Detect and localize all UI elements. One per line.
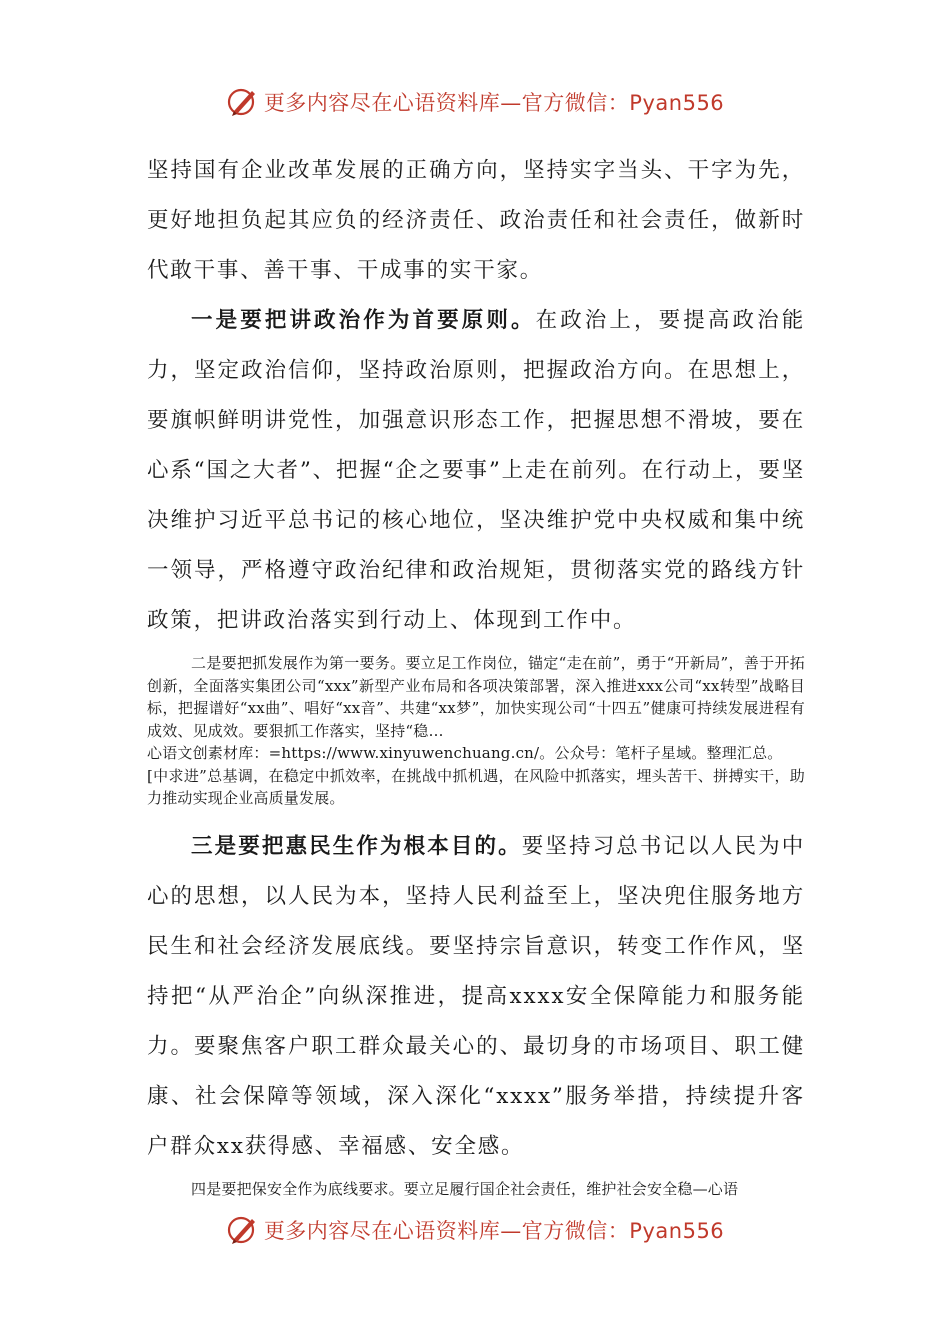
paragraph-livelihood-body: 要坚持习总书记以人民为中心的思想，以人民为本，坚持人民利益至上，坚决兜住服务地方民生和社会经济发展底线。要坚持宗旨意识，转变工作作风，坚持把“从严治企”向纵深推进，提高xxxx安全保障能力和服务能力。要聚焦客户职工群众最关心的、最切身的市场项目、职工健康、社会保障等领域，深入深化“xxxx”服务举措，持续提升客户群众xx获得感、幸福感、安全感。 [147, 833, 806, 1159]
pen-logo-icon [226, 85, 260, 119]
paragraph-politics-body: 在政治上，要提高政治能力，坚定政治信仰，坚持政治原则，把握政治方向。在思想上，要旗帜鲜明讲党性，加强意识形态工作，把握思想不滑坡，要在心系“国之大者”、把握“企之要事”上走在前列。在行动上，要坚决维护习近平总书记的核心地位，坚决维护党中央权威和集中统一领导，严格遵守政治纪律和政治规矩，贯彻落实党的路线方针政策，把讲政治落实到行动上、体现到工作中。 [147, 308, 805, 633]
paragraph-intro-block [147, 146, 805, 296]
paragraph-livelihood [147, 822, 805, 1172]
paragraph-development-block [147, 652, 805, 810]
paragraph-livelihood-block [147, 822, 805, 1172]
paragraph-safety-block [147, 1178, 805, 1201]
paragraph-politics-lead: 一是要把讲政治作为首要原则。 [191, 308, 536, 333]
paragraph-development-source: 心语文创素材库：=https://www.xinyuwenchuang.cn/。公众号：笔杆子星域。整理汇总。 [147, 744, 783, 762]
footer-watermark-banner [0, 1210, 950, 1250]
paragraph-livelihood-lead: 三是要把惠民生作为根本目的。 [191, 833, 522, 859]
footer-watermark-text: 更多内容尽在心语资料库—官方微信：Pyan556 [263, 1219, 725, 1243]
paragraph-development: 二是要把抓发展作为第一要务。要立足工作岗位，锚定“走在前”，勇于“开新局”，善于开拓创新，全面落实集团公司“xxx”新型产业布局和各项决策部署，深入推进xxx公司“xx转型”战略目标，把握谱好“xx曲”、唱好“xx音”、共建“xx梦”，加快实现公司“十四五”健康可持续发展进程有成效、见成效。要狠抓工作落实，坚持“稳… [147, 654, 805, 740]
paragraph-politics-block [147, 296, 805, 646]
header-watermark-banner [0, 82, 950, 122]
paragraph-development-tail: [中求进”总基调，在稳定中抓效率，在挑战中抓机遇，在风险中抓落实，埋头苦干、拼搏实干，助力推动实现企业高质量发展。 [147, 766, 805, 807]
header-watermark-text: 更多内容尽在心语资料库—官方微信：Pyan556 [263, 91, 725, 115]
paragraph-politics [147, 296, 805, 646]
document-body [147, 146, 805, 1200]
paragraph-intro: 坚持国有企业改革发展的正确方向，坚持实字当头、干字为先，更好地担负起其应负的经济责任、政治责任和社会责任，做新时代敢干事、善干事、干成事的实干家。 [147, 158, 805, 283]
paragraph-safety: 四是要把保安全作为底线要求。要立足履行国企社会责任，维护社会安全稳—心语 [191, 1179, 739, 1198]
pen-logo-icon [226, 1213, 260, 1247]
